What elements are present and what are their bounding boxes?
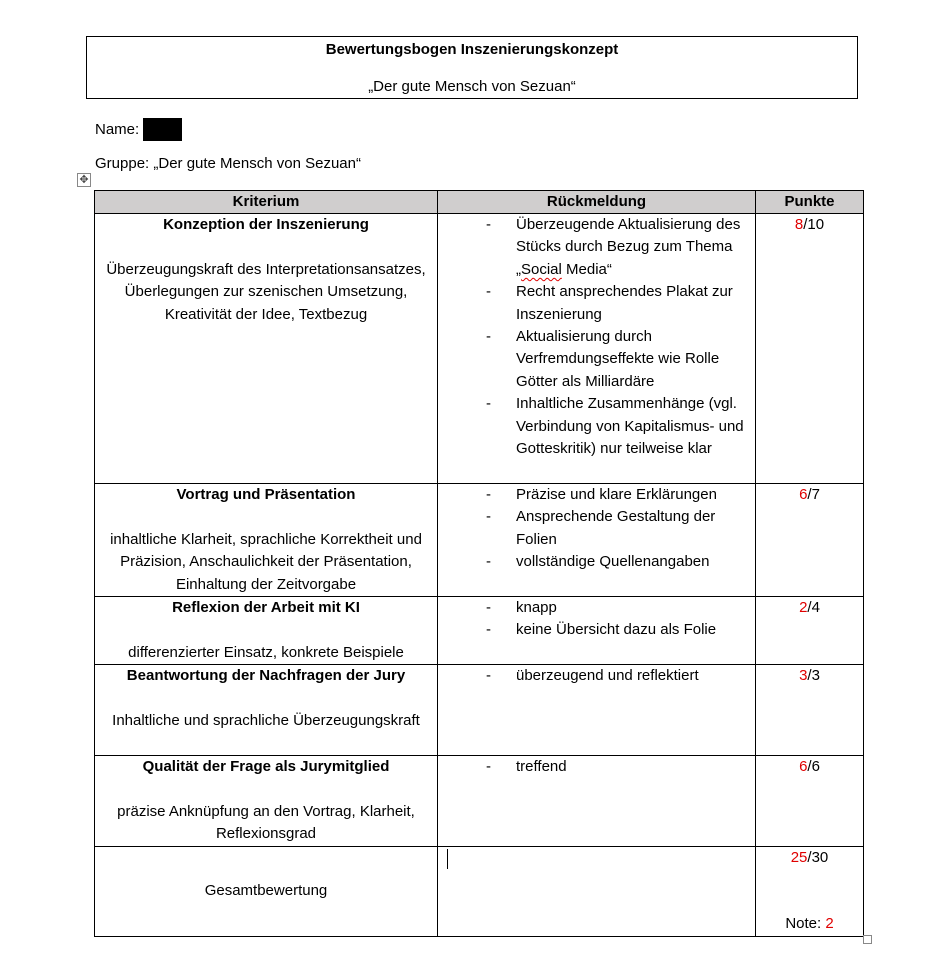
feedback-item: - Überzeugende Aktualisierung des Stücks durch Bezug zum Thema „Social Media“ [486, 214, 747, 281]
total-points-cell[interactable] [756, 846, 864, 936]
points-cell[interactable] [756, 214, 864, 484]
feedback-item: - Präzise und klare Erklärungen [486, 484, 747, 506]
score-value: 3 [799, 667, 808, 685]
name-line [95, 118, 182, 141]
criterion-title: Reflexion der Arbeit mit KI [172, 599, 360, 617]
table-resize-handle-icon[interactable] [863, 935, 872, 944]
feedback-item: - überzeugend und reflektiert [486, 665, 747, 687]
criterion-title: Beantwortung der Nachfragen der Jury [126, 667, 406, 685]
points-cell[interactable] [756, 756, 864, 847]
table-row [95, 484, 864, 597]
criterion-cell[interactable] [95, 214, 438, 484]
document-title-box [86, 36, 858, 99]
feedback-cell[interactable] [438, 214, 756, 484]
criterion-description: Inhaltliche und sprachliche Überzeugungskraft [112, 712, 420, 730]
score-value: 8 [794, 216, 804, 233]
feedback-item: - treffend [486, 756, 747, 778]
criterion-cell[interactable] [95, 756, 438, 847]
score-value: 6 [799, 486, 808, 503]
grade-value: 2 [825, 915, 834, 933]
score-value: 2 [799, 599, 808, 617]
criterion-cell[interactable] [95, 665, 438, 756]
total-score-value: 25 [790, 848, 808, 866]
feedback-item: - Aktualisierung durch Verfremdungseffekte wie Rolle Götter als Milliardäre [486, 326, 747, 393]
criterion-title: Qualität der Frage als Jurymitglied [142, 758, 390, 776]
feedback-item: - knapp [486, 597, 747, 619]
score-max: /3 [807, 667, 820, 685]
redacted-name-block [143, 118, 182, 141]
points-cell[interactable] [756, 597, 864, 665]
table-row [95, 214, 864, 484]
feedback-item: - keine Übersicht dazu als Folie [486, 619, 747, 641]
total-feedback-cell[interactable] [438, 846, 756, 936]
score-max: /6 [807, 758, 820, 776]
name-label: Name: [95, 121, 140, 138]
criterion-cell[interactable] [95, 597, 438, 665]
criterion-description: präzise Anknüpfung an den Vortrag, Klarheit, Reflexionsgrad [117, 803, 415, 843]
table-header-row [95, 191, 864, 214]
feedback-item: - Ansprechende Gestaltung der Folien [486, 506, 747, 551]
table-row [95, 665, 864, 756]
total-label-cell[interactable] [95, 846, 438, 936]
table-row [95, 597, 864, 665]
feedback-item: - Inhaltliche Zusammenhänge (vgl. Verbindung von Kapitalismus- und Gotteskritik) nur teilweise klar [486, 393, 747, 460]
points-cell[interactable] [756, 484, 864, 597]
total-score [764, 847, 855, 869]
feedback-cell[interactable] [438, 597, 756, 665]
feedback-cell[interactable] [438, 756, 756, 847]
score-max: /10 [803, 216, 825, 233]
criterion-cell[interactable] [95, 484, 438, 597]
document-title: Bewertungsbogen Inszenierungskonzept [325, 41, 619, 58]
criterion-title: Konzeption der Inszenierung [163, 216, 369, 233]
criterion-description: inhaltliche Klarheit, sprachliche Korrektheit und Präzision, Anschaulichkeit der Präsentation, Einhaltung der Zeitvorgabe [110, 530, 422, 593]
points-cell[interactable] [756, 665, 864, 756]
total-row [95, 846, 864, 936]
feedback-item: - Recht ansprechendes Plakat zur Inszenierung [486, 281, 747, 326]
criterion-description: Überzeugungskraft des Interpretationsansatzes, Überlegungen zur szenischen Umsetzung, Kreativität der Idee, Textbezug [106, 260, 426, 323]
column-header-criterion: Kriterium [95, 191, 438, 214]
feedback-item: - vollständige Quellenangaben [486, 551, 747, 573]
feedback-cell[interactable] [438, 665, 756, 756]
text-cursor [447, 849, 448, 869]
grading-table [94, 190, 864, 937]
spellcheck-flagged-word[interactable]: Social [521, 260, 562, 278]
total-label: Gesamtbewertung [204, 881, 328, 899]
grade-line [756, 913, 863, 935]
table-row [95, 756, 864, 847]
feedback-cell[interactable] [438, 484, 756, 597]
criterion-description: differenzierter Einsatz, konkrete Beispiele [128, 643, 404, 661]
table-move-handle-icon[interactable]: ✥ [77, 173, 91, 187]
grade-label: Note: [785, 915, 826, 933]
total-score-max: /30 [807, 848, 829, 866]
column-header-points: Punkte [756, 191, 864, 214]
score-value: 6 [799, 758, 808, 776]
criterion-title: Vortrag und Präsentation [176, 486, 356, 503]
score-max: /7 [807, 486, 820, 503]
group-line: Gruppe: „Der gute Mensch von Sezuan“ [95, 155, 361, 172]
score-max: /4 [807, 599, 820, 617]
document-subtitle: „Der gute Mensch von Sezuan“ [368, 78, 576, 95]
column-header-feedback: Rückmeldung [438, 191, 756, 214]
